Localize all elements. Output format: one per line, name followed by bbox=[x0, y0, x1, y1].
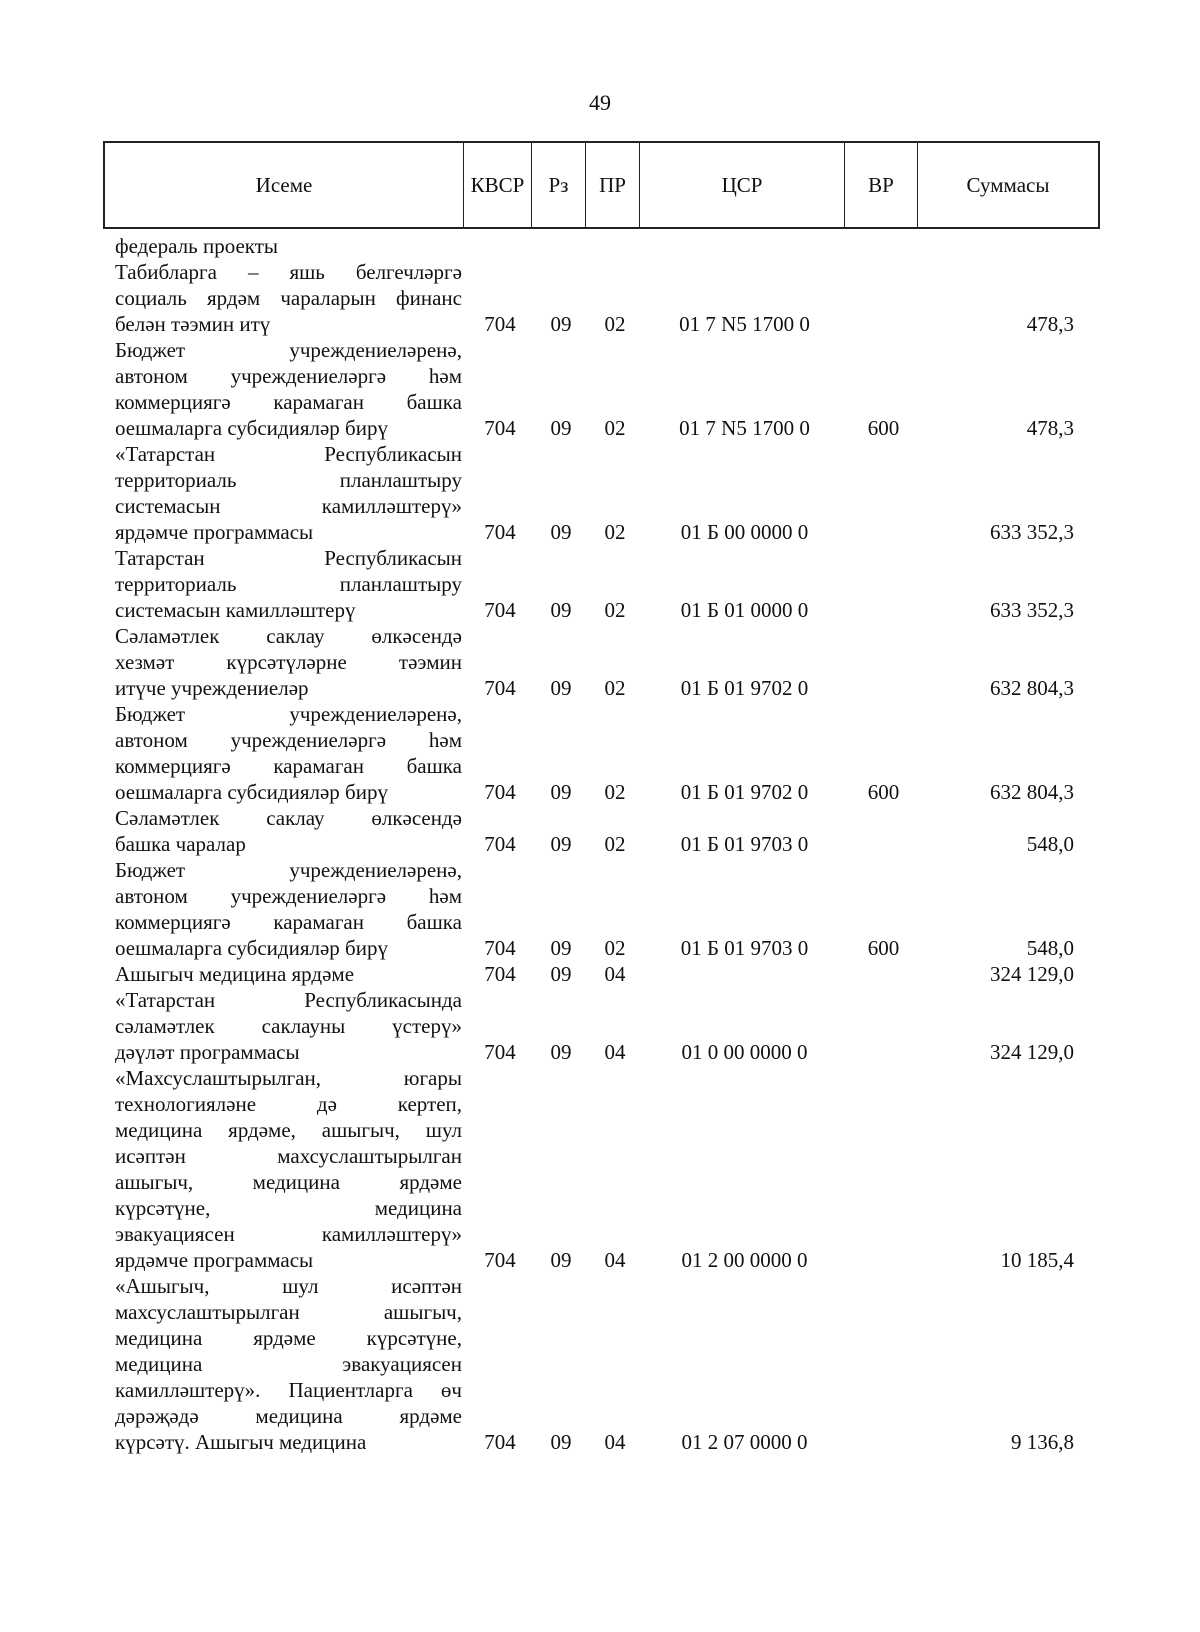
row-name-line: махсуслаштырылган ашыгыч, bbox=[115, 1300, 462, 1324]
row-pr: 02 bbox=[604, 832, 626, 856]
row-sum: 548,0 bbox=[1026, 832, 1074, 856]
row-sum: 478,3 bbox=[1026, 416, 1074, 440]
row-rz: 09 bbox=[550, 1040, 572, 1064]
row-csr: 01 2 00 0000 0 bbox=[681, 1248, 808, 1272]
row-kvsr: 704 bbox=[484, 1248, 516, 1272]
row-name bbox=[103, 337, 462, 441]
row-vr: 600 bbox=[867, 936, 900, 960]
row-sum: 633 352,3 bbox=[990, 520, 1074, 544]
row-name-line: медицина эвакуациясен bbox=[115, 1352, 462, 1376]
row-rz: 09 bbox=[550, 936, 572, 960]
row-kvsr: 704 bbox=[484, 832, 516, 856]
row-name-line: Ашыгыч медицина ярдәме bbox=[115, 962, 355, 986]
table-header bbox=[103, 141, 1100, 229]
row-name bbox=[103, 233, 462, 259]
header-kvsr: КВСР bbox=[464, 143, 532, 227]
row-kvsr: 704 bbox=[484, 1040, 516, 1064]
row-name-line: Бюджет учреждениеләренә, bbox=[115, 338, 462, 362]
row-pr: 04 bbox=[604, 1430, 626, 1454]
row-name-line: күрсәтүне, медицина bbox=[115, 1196, 462, 1220]
row-csr: 01 Б 01 9702 0 bbox=[680, 780, 809, 804]
row-csr: 01 Б 01 9702 0 bbox=[680, 676, 809, 700]
row-name-line: эвакуациясен камилләштерү» bbox=[115, 1222, 462, 1246]
row-csr: 01 7 N5 1700 0 bbox=[679, 312, 810, 336]
row-rz: 09 bbox=[550, 1430, 572, 1454]
table-row bbox=[103, 1065, 1100, 1273]
row-pr: 02 bbox=[604, 520, 626, 544]
row-pr: 02 bbox=[604, 780, 626, 804]
row-pr: 02 bbox=[604, 312, 626, 336]
table-body bbox=[103, 233, 1100, 1455]
row-kvsr: 704 bbox=[484, 676, 516, 700]
row-name-line: автоном учреждениеләргә һәм bbox=[115, 728, 462, 752]
row-name-line: медицина ярдәме, ашыгыч, шул bbox=[115, 1118, 462, 1142]
row-name-line: сәламәтлек саклауны үстерү» bbox=[115, 1014, 462, 1038]
row-name bbox=[103, 857, 462, 961]
row-name-line: системасын камилләштерү» bbox=[115, 494, 462, 518]
row-name-line: Сәламәтлек саклау өлкәсендә bbox=[115, 624, 462, 648]
table-row bbox=[103, 987, 1100, 1065]
row-name-line: территориаль планлаштыру bbox=[115, 572, 462, 596]
row-name-line: исәптән махсуслаштырылган bbox=[115, 1144, 462, 1168]
row-name-line: ярдәмче программасы bbox=[115, 520, 314, 544]
row-sum: 10 185,4 bbox=[1000, 1248, 1074, 1272]
header-csr: ЦСР bbox=[640, 143, 845, 227]
row-pr: 04 bbox=[604, 962, 626, 986]
row-kvsr: 704 bbox=[484, 962, 516, 986]
row-name-line: күрсәтү. Ашыгыч медицина bbox=[115, 1430, 367, 1454]
row-name-line: Табибларга – яшь белгечләргә bbox=[115, 260, 462, 284]
row-name-line: Сәламәтлек саклау өлкәсендә bbox=[115, 806, 462, 830]
table-row bbox=[103, 259, 1100, 337]
row-name bbox=[103, 545, 462, 623]
row-pr: 02 bbox=[604, 936, 626, 960]
row-name-line: оешмаларга субсидияләр бирү bbox=[115, 936, 388, 960]
row-name-line: хезмәт күрсәтүләрне тәэмин bbox=[115, 650, 462, 674]
row-kvsr: 704 bbox=[484, 416, 516, 440]
table-row bbox=[103, 961, 1100, 987]
row-name-line: ашыгыч, медицина ярдәме bbox=[115, 1170, 462, 1194]
row-rz: 09 bbox=[550, 520, 572, 544]
row-sum: 632 804,3 bbox=[990, 780, 1074, 804]
row-csr: 01 Б 01 0000 0 bbox=[680, 598, 809, 622]
header-name: Исеме bbox=[105, 143, 464, 227]
row-csr: 01 Б 01 9703 0 bbox=[680, 832, 809, 856]
row-vr: 600 bbox=[867, 780, 900, 804]
row-name-line: Бюджет учреждениеләренә, bbox=[115, 702, 462, 726]
row-name-line: Бюджет учреждениеләренә, bbox=[115, 858, 462, 882]
row-name-line: «Татарстан Республикасында bbox=[115, 988, 462, 1012]
row-pr: 02 bbox=[604, 598, 626, 622]
table-row bbox=[103, 623, 1100, 701]
page-number: 49 bbox=[589, 90, 611, 115]
row-name-line: коммерциягә карамаган башка bbox=[115, 754, 462, 778]
row-name-line: башка чаралар bbox=[115, 832, 246, 856]
header-rz: Рз bbox=[532, 143, 586, 227]
row-kvsr: 704 bbox=[484, 936, 516, 960]
row-rz: 09 bbox=[550, 598, 572, 622]
row-name bbox=[103, 1273, 462, 1455]
row-kvsr: 704 bbox=[484, 598, 516, 622]
table-row bbox=[103, 441, 1100, 545]
table-row bbox=[103, 233, 1100, 259]
row-kvsr: 704 bbox=[484, 520, 516, 544]
row-name-line: ярдәмче программасы bbox=[115, 1248, 314, 1272]
row-name-line: камилләштерү». Пациентларга өч bbox=[115, 1378, 462, 1402]
row-rz: 09 bbox=[550, 312, 572, 336]
table-row bbox=[103, 545, 1100, 623]
row-name-line: дәүләт программасы bbox=[115, 1040, 300, 1064]
row-csr: 01 2 07 0000 0 bbox=[681, 1430, 808, 1454]
row-pr: 02 bbox=[604, 416, 626, 440]
row-rz: 09 bbox=[550, 416, 572, 440]
row-name bbox=[103, 987, 462, 1065]
row-sum: 632 804,3 bbox=[990, 676, 1074, 700]
row-name bbox=[103, 259, 462, 337]
row-name-line: «Татарстан Республикасын bbox=[115, 442, 462, 466]
row-rz: 09 bbox=[550, 962, 572, 986]
table-row bbox=[103, 337, 1100, 441]
row-name-line: белән тәэмин итү bbox=[115, 312, 271, 336]
row-name bbox=[103, 961, 462, 987]
row-name-line: федераль проекты bbox=[115, 234, 278, 258]
row-name-line: автоном учреждениеләргә һәм bbox=[115, 364, 462, 388]
row-pr: 04 bbox=[604, 1248, 626, 1272]
row-csr: 01 7 N5 1700 0 bbox=[679, 416, 810, 440]
row-sum: 548,0 bbox=[1026, 936, 1074, 960]
row-name-line: территориаль планлаштыру bbox=[115, 468, 462, 492]
row-sum: 324 129,0 bbox=[990, 1040, 1074, 1064]
row-rz: 09 bbox=[550, 676, 572, 700]
row-name-line: итүче учреждениеләр bbox=[115, 676, 309, 700]
row-name bbox=[103, 701, 462, 805]
row-pr: 02 bbox=[604, 676, 626, 700]
row-sum: 478,3 bbox=[1026, 312, 1074, 336]
row-name-line: автоном учреждениеләргә һәм bbox=[115, 884, 462, 908]
row-name-line: социаль ярдәм чараларын финанс bbox=[115, 286, 462, 310]
row-csr: 01 Б 01 9703 0 bbox=[680, 936, 809, 960]
table-row bbox=[103, 1273, 1100, 1455]
row-vr: 600 bbox=[867, 416, 900, 440]
row-sum: 633 352,3 bbox=[990, 598, 1074, 622]
row-name-line: системасын камилләштерү bbox=[115, 598, 356, 622]
table-row bbox=[103, 857, 1100, 961]
row-name bbox=[103, 441, 462, 545]
row-name bbox=[103, 805, 462, 857]
row-rz: 09 bbox=[550, 780, 572, 804]
row-rz: 09 bbox=[550, 832, 572, 856]
row-sum: 9 136,8 bbox=[1011, 1430, 1074, 1454]
row-pr: 04 bbox=[604, 1040, 626, 1064]
header-pr: ПР bbox=[586, 143, 640, 227]
row-name-line: технологияләне дә кертеп, bbox=[115, 1092, 462, 1116]
row-name-line: оешмаларга субсидияләр бирү bbox=[115, 416, 388, 440]
row-name-line: «Ашыгыч, шул исәптән bbox=[115, 1274, 462, 1298]
row-name bbox=[103, 623, 462, 701]
row-kvsr: 704 bbox=[484, 1430, 516, 1454]
row-name-line: дәрәҗәдә медицина ярдәме bbox=[115, 1404, 462, 1428]
row-csr: 01 0 00 0000 0 bbox=[681, 1040, 808, 1064]
header-vr: ВР bbox=[845, 143, 918, 227]
row-kvsr: 704 bbox=[484, 780, 516, 804]
row-kvsr: 704 bbox=[484, 312, 516, 336]
row-name-line: медицина ярдәме күрсәтүне, bbox=[115, 1326, 462, 1350]
row-name-line: оешмаларга субсидияләр бирү bbox=[115, 780, 388, 804]
row-csr: 01 Б 00 0000 0 bbox=[680, 520, 809, 544]
table-row bbox=[103, 701, 1100, 805]
row-sum: 324 129,0 bbox=[990, 962, 1074, 986]
row-name bbox=[103, 1065, 462, 1273]
row-name-line: Татарстан Республикасын bbox=[115, 546, 462, 570]
row-name-line: «Махсуслаштырылган, югары bbox=[115, 1066, 462, 1090]
header-sum: Суммасы bbox=[966, 172, 1050, 197]
row-name-line: коммерциягә карамаган башка bbox=[115, 390, 462, 414]
row-rz: 09 bbox=[550, 1248, 572, 1272]
table-row bbox=[103, 805, 1100, 857]
row-name-line: коммерциягә карамаган башка bbox=[115, 910, 462, 934]
